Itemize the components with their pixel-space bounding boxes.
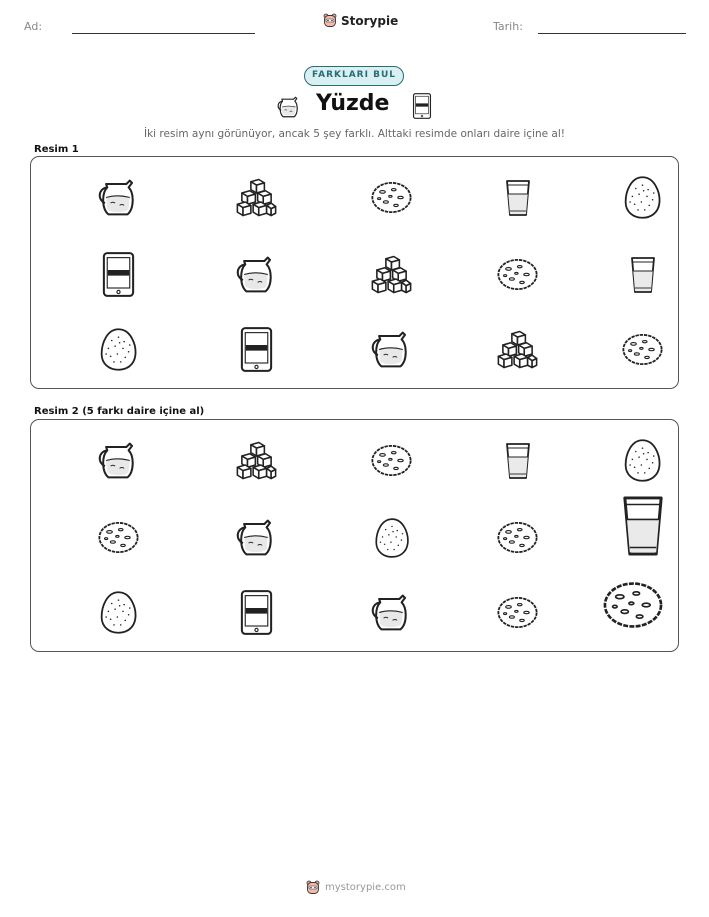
jug-icon[interactable] (369, 590, 414, 635)
picture1-panel (30, 156, 679, 389)
jug-icon (276, 94, 302, 120)
date-label: Tarih: (493, 20, 523, 33)
cookie-icon (620, 327, 665, 372)
date-line[interactable] (538, 33, 686, 34)
sugar-cubes-icon (234, 175, 279, 220)
sugar-cubes-icon (495, 327, 540, 372)
egg-icon[interactable] (371, 517, 413, 559)
cookie-icon[interactable] (495, 515, 540, 560)
brand-name: Storypie (341, 13, 399, 28)
glass-icon[interactable] (610, 493, 676, 559)
name-label: Ad: (24, 20, 43, 33)
storypie-logo (323, 13, 398, 28)
egg-icon[interactable] (96, 590, 141, 635)
jug-icon[interactable] (96, 438, 141, 483)
tablet-icon[interactable] (234, 590, 279, 635)
instructions: İki resim aynı görünüyor, ancak 5 şey farklı. Alttaki resimde onları daire içine al! (144, 128, 565, 140)
jug-icon[interactable] (234, 515, 279, 560)
glass-icon (623, 255, 663, 295)
tablet-icon (409, 91, 435, 121)
footer-url: mystorypie.com (325, 882, 406, 893)
picture2-label: Resim 2 (5 farkı daire içine al) (34, 406, 205, 417)
sugar-cubes-icon (369, 252, 414, 297)
jug-icon (96, 175, 141, 220)
glass-icon (498, 178, 538, 218)
cookie-icon[interactable] (369, 438, 414, 483)
bear-icon (306, 880, 320, 895)
jug-icon (369, 327, 414, 372)
sugar-cubes-icon[interactable] (234, 438, 279, 483)
bear-icon (323, 13, 337, 28)
page-title: Yüzde (316, 91, 390, 116)
glass-icon[interactable] (498, 441, 538, 481)
picture2-panel[interactable] (30, 419, 679, 652)
cookie-icon (495, 252, 540, 297)
tablet-icon (96, 252, 141, 297)
worksheet-type-badge: FARKLARI BUL (304, 66, 404, 86)
egg-icon[interactable] (620, 438, 665, 483)
cookie-icon[interactable] (600, 572, 666, 638)
footer (306, 880, 406, 895)
jug-icon (234, 252, 279, 297)
name-line[interactable] (72, 33, 255, 34)
egg-icon (620, 175, 665, 220)
tablet-icon (234, 327, 279, 372)
picture1-label: Resim 1 (34, 144, 79, 155)
cookie-icon (369, 175, 414, 220)
cookie-icon[interactable] (495, 590, 540, 635)
cookie-icon[interactable] (96, 515, 141, 560)
egg-icon (96, 327, 141, 372)
